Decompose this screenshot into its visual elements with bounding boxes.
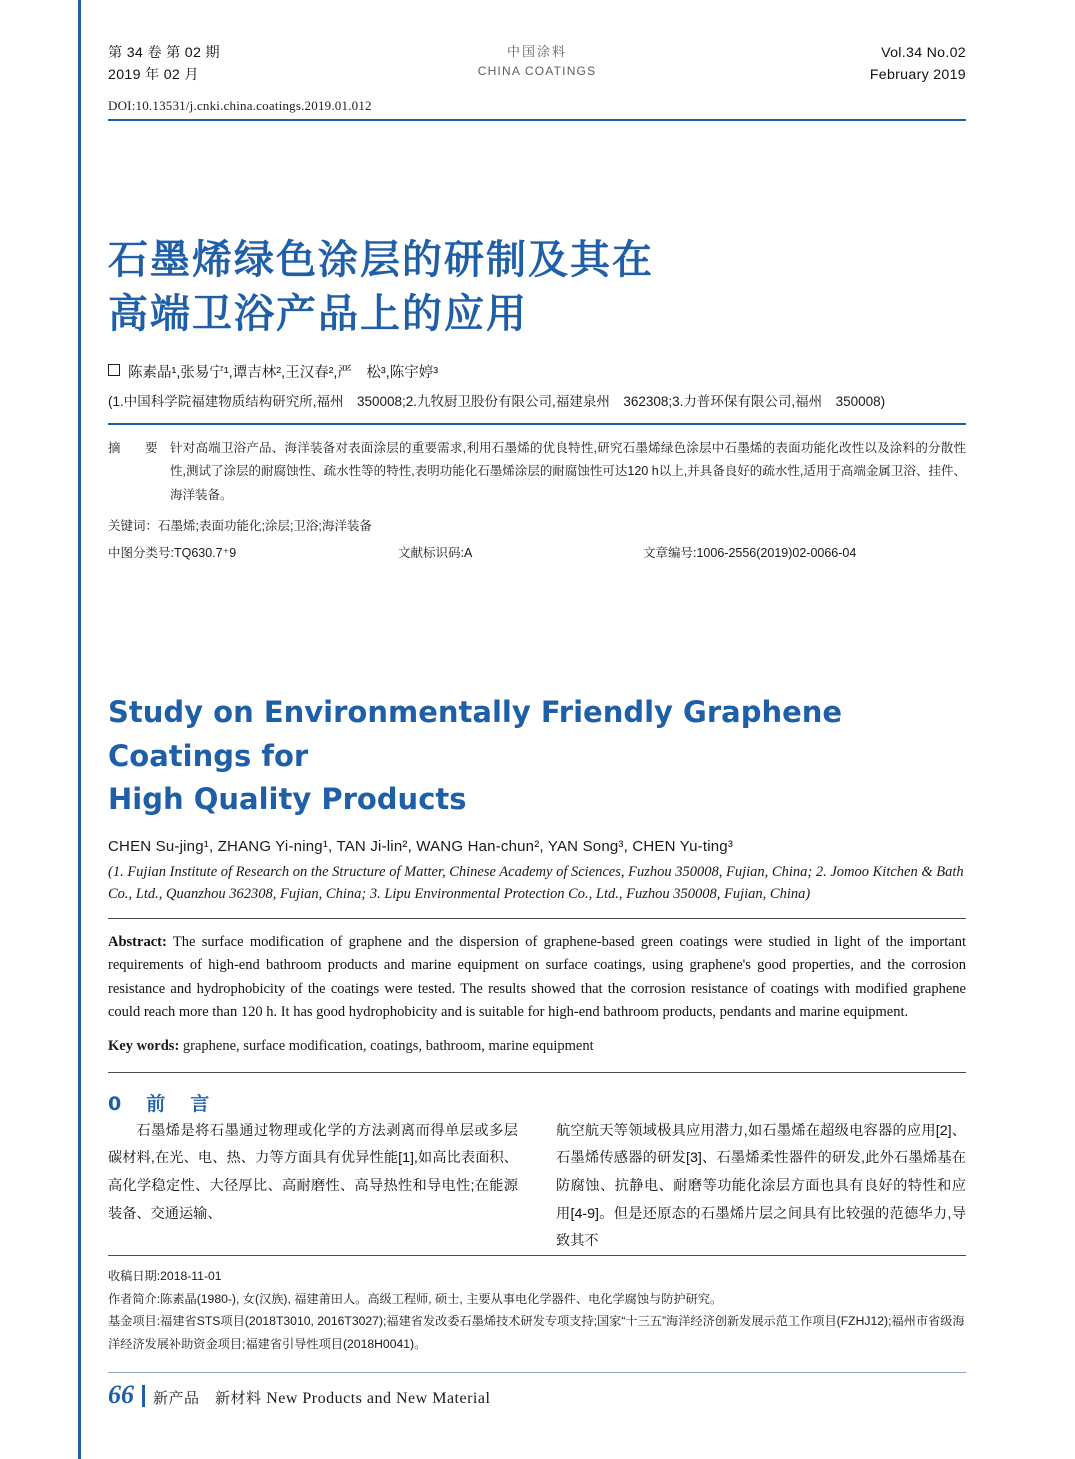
volume-issue: 第 34 卷 第 02 期 (108, 45, 220, 61)
abstract-cn-block (108, 437, 966, 506)
abstract-cn-label: 摘 要 (108, 441, 164, 456)
abstract-en-block (108, 931, 966, 1025)
footnotes-block (108, 1265, 966, 1355)
body-column-left (108, 1118, 518, 1256)
issue-date-cn: 2019 年 02 月 (108, 67, 199, 83)
keywords-en-label: Key words: (108, 1037, 180, 1054)
body-columns (108, 1118, 966, 1256)
body-paragraph-left: 石墨烯是将石墨通过物理或化学的方法剥离而得单层或多层碳材料,在光、电、热、力等方面具有优异性能[1],如高比表面积、高化学稳定性、大径厚比、高耐磨性、高导热性和导电性;在能源装备、交通运输、 (108, 1122, 518, 1222)
left-blue-rule (78, 0, 81, 1459)
running-head (108, 0, 966, 86)
english-abstract-divider (108, 918, 966, 919)
title-cn-line2: 高端卫浴产品上的应用 (108, 291, 528, 337)
abstract-cn-text: 针对高端卫浴产品、海洋装备对表面涂层的重要需求,利用石墨烯的优良特性,研究石墨烯绿色涂层中石墨烯的表面功能化改性以及涂料的分散性性,测试了涂层的耐腐蚀性、疏水性等的特性,表明功能化石墨烯涂层的耐腐蚀性可达120 h以上,并具备良好的疏水性,适用于高端金属卫浴、挂件、海洋装备。 (170, 441, 966, 502)
running-head-right (680, 42, 966, 86)
body-divider (108, 1072, 966, 1073)
document-code: 文献标识码:A (398, 546, 473, 561)
abstract-divider (108, 423, 966, 425)
clc-number: 中图分类号:TQ630.7⁺9 (108, 546, 237, 561)
page-number: 66 (108, 1380, 134, 1409)
article-id: 文章编号:1006-2556(2019)02-0066-04 (643, 546, 857, 561)
title-en (108, 691, 966, 822)
page-footer (108, 1380, 966, 1410)
keywords-cn: 关键词：石墨烯;表面功能化;涂层;卫浴;海洋装备 (108, 518, 372, 533)
section-heading-intro: 0 前 言 (108, 1092, 213, 1115)
journal-name-cn: 中国涂料 (506, 44, 567, 59)
footnote-funding: 基金项目:福建省STS项目(2018T3010, 2016T3027);福建省发改委石墨烯技术研发专项支持;国家“十三五”海洋经济创新发展示范工作项目(FZHJ12);福州市省级海洋经济发展补助资金项目;福建省引导性项目(2018H0041)。 (108, 1314, 965, 1351)
classification-row (108, 543, 966, 561)
footer-divider (108, 1372, 966, 1373)
journal-name-en: CHINA COATINGS (477, 64, 597, 79)
footer-separator (142, 1385, 145, 1407)
footer-label-cn: 新产品 新材料 (153, 1390, 262, 1407)
authors-cn: 陈素晶¹,张易宁¹,谭吉林²,王汉春²,严 松³,陈宇婷³ (128, 365, 439, 381)
issue-date-en: February 2019 (869, 67, 966, 83)
title-en-line2: High Quality Products (108, 782, 467, 817)
footer-label-en: New Products and New Material (266, 1390, 491, 1407)
title-cn (108, 233, 966, 341)
footer-section-label (153, 1387, 490, 1410)
running-head-left (108, 42, 394, 86)
abstract-en-label: Abstract: (108, 933, 167, 950)
doi-text: DOI:10.13531/j.cnki.china.coatings.2019.01.012 (108, 98, 372, 113)
keywords-en-block (108, 1035, 966, 1058)
body-paragraph-right: 航空航天等领域极具应用潜力,如石墨烯在超级电容器的应用[2]、石墨烯传感器的研发[3]、石墨烯柔性器件的研发,此外石墨烯基在防腐蚀、抗静电、耐磨等功能化涂层方面也具有良好的特性和应用[4-9]。但是还原态的石墨烯片层之间具有比较强的范德华力,导致其不 (556, 1122, 966, 1250)
title-en-line1: Study on Environmentally Friendly Graphene Coatings for (108, 695, 843, 773)
abstract-en-text: The surface modification of graphene and the dispersion of graphene-based green coatings were studied in light of the important requirements of high-end bathroom products and marine equipment on surface coatings, using graphene's good properties, and the corrosion resistance and hydrophobicity of the coatings were tested. The results showed that the corrosion resistance of coatings with modified graphene could reach more than 120 h. It has good hydrophobicity and is suitable for high-end bathroom products, pendants and marine equipment. (108, 933, 966, 1021)
header-divider (108, 119, 966, 121)
footnote-author-bio: 作者简介:陈素晶(1980-), 女(汉族), 福建莆田人。高级工程师, 硕士, 主要从事电化学器件、电化学腐蚀与防护研究。 (108, 1291, 723, 1306)
keywords-en-text: graphene, surface modification, coatings, bathroom, marine equipment (179, 1037, 594, 1054)
title-cn-line1: 石墨烯绿色涂层的研制及其在 (108, 237, 654, 283)
running-head-center (394, 42, 680, 81)
body-column-right (556, 1118, 966, 1256)
page-content (108, 0, 966, 1256)
footnote-received-date: 收稿日期:2018-11-01 (108, 1269, 222, 1283)
footnote-divider (108, 1255, 966, 1256)
bullet-square-icon (108, 364, 120, 376)
affiliations-cn: (1.中国科学院福建物质结构研究所,福州 350008;2.九牧厨卫股份有限公司,福建泉州 362308;3.力普环保有限公司,福州 350008) (108, 393, 886, 409)
authors-en: CHEN Su-jing¹, ZHANG Yi-ning¹, TAN Ji-lin², WANG Han-chun², YAN Song³, CHEN Yu-ting³ (108, 837, 734, 855)
authors-cn-row (108, 361, 966, 386)
affiliations-en: (1. Fujian Institute of Research on the Structure of Matter, Chinese Academy of Sciences, Fuzhou 350008, Fujian, China; 2. Jomoo Kitchen & Bath Co., Ltd., Quanzhou 362308, Fujian, China; 3. Lipu Environmental Protection Co., Ltd., Fuzhou 350008, Fujian, China) (108, 863, 964, 903)
volume-issue-en: Vol.34 No.02 (881, 45, 966, 61)
